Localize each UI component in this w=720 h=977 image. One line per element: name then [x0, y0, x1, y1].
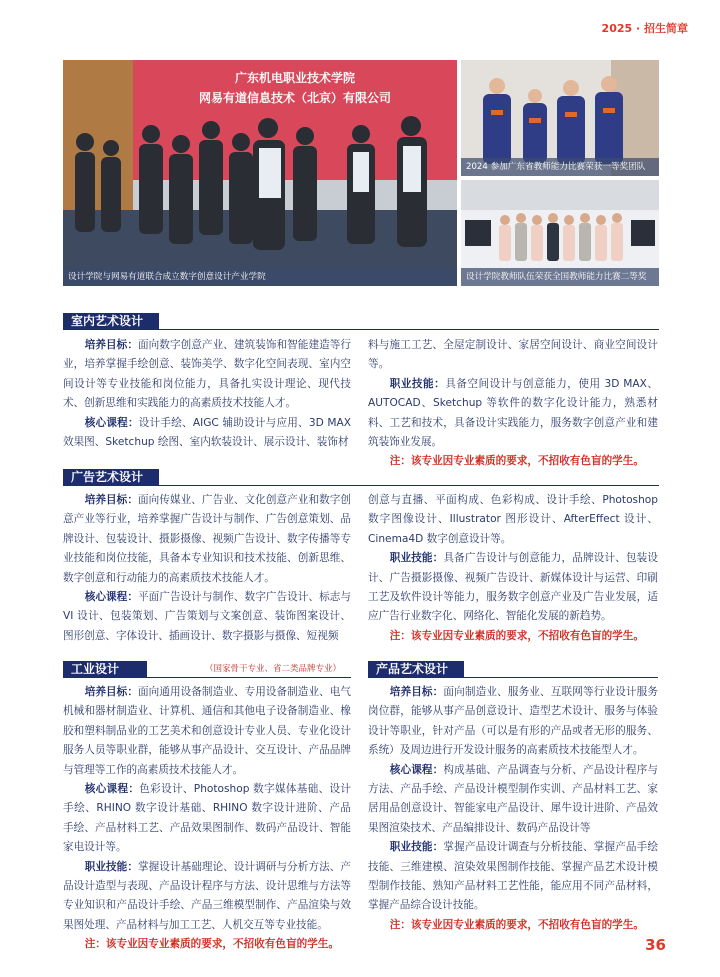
industrial-skill-label: 职业技能：: [84, 860, 138, 873]
interior-skill-label: 职业技能：: [389, 377, 446, 390]
section-title-advertising: 广告艺术设计: [63, 469, 159, 486]
interior-right-column: [368, 336, 658, 472]
product-course-text: 构成基础、产品调查与分析、产品设计程序与方法、产品手绘、产品设计模型制作实训、产品材料工艺、家居用品创意设计、智能家电产品设计、犀牛设计进阶、产品效果图渲染技术、产品编排设计、数码产品设计等: [368, 763, 659, 834]
header-label: 2025 · 招生简章: [601, 22, 688, 35]
advertising-left-column: [63, 491, 351, 646]
advertising-course-cont: 创意与直播、平面构成、色彩构成、设计手绘、Photoshop 数字图像设计、Illustrator 图形设计、AfterEffect 设计、Cinema4D 数字创意设计等。: [368, 494, 658, 545]
product-skill-label: 职业技能：: [389, 841, 444, 854]
product-column: [368, 683, 658, 935]
photo-faculty-group: [461, 180, 659, 286]
interior-goal-text: 面向数字创意产业、建筑装饰和智能建造等行业，培养掌握手绘创意、装饰美学、数字化空间表现、室内空间设计等专业技能和岗位能力，具备扎实设计理论、现代技术、创新思维和实践能力的高素质技术技能人才。: [63, 339, 352, 410]
industrial-skill-text: 掌握设计基础理论、设计调研与分析方法、产品设计造型与表现、产品设计程序与方法、设计思维与方法等专业知识和产品设计手绘、产品三维模型制作、产品渲染与效果图处理、产品材料与加工工艺、人机交互等专业技能。: [63, 860, 352, 931]
product-note: 注：该专业因专业素质的要求，不招收有色盲的学生。: [389, 918, 644, 931]
product-skill-text: 掌握产品设计调查与分析技能、掌握产品手绘技能、三维建模、渲染效果图制作技能、掌握产品艺术设计模型制作技能、熟知产品材料工艺性能，能应用不同产品材料，掌握产品综合设计技能。: [368, 841, 659, 912]
product-goal-label: 培养目标：: [389, 686, 444, 698]
industrial-course-label: 核心课程：: [84, 783, 140, 796]
advertising-right-column: [368, 491, 658, 646]
product-course-label: 核心课程：: [389, 763, 444, 776]
advertising-skill-label: 职业技能：: [389, 552, 444, 565]
interior-note: 注：该专业因专业素质的要求，不招收有色盲的学生。: [389, 455, 644, 468]
advertising-course-label: 核心课程：: [84, 591, 138, 604]
interior-course-cont: 料与施工工艺、全屋定制设计、家居空间设计、商业空间设计等。: [368, 339, 658, 371]
page-number: 36: [645, 936, 666, 954]
industrial-goal-text: 面向通用设备制造业、专用设备制造业、电气机械和器材制造业、计算机、通信和其他电子设备制造业、橡胶和塑料制品业的工艺美术和创意设计专业人员、专业化设计服务人员等职业群，能够从事产品设计、交互设计、产品品牌与管理等工作的高素质技术技能人才。: [63, 686, 352, 776]
photo-signing-ceremony: [63, 60, 457, 286]
industrial-goal-label: 培养目标：: [84, 686, 138, 698]
advertising-goal-text: 面向传媒业、广告业、文化创意产业和数字创意产业等行业，培养掌握广告设计与制作、广告创意策划、品牌设计、包装设计、摄影摄像、视频广告设计、数字传播等专业技能和岗位技能，具备本专业知识和技术技能、创新思维、数字创意和行动能力的高素质技术技能人才。: [63, 494, 352, 584]
photo-main-caption: 设计学院与网易有道联合成立数字创意设计产业学院: [63, 268, 457, 286]
interior-course-text: 设计手绘、AIGC 辅助设计与应用、3D MAX 效果图、Sketchup 绘图、室内软装设计、展示设计、装饰材: [63, 416, 351, 449]
banner-line-1: 广东机电职业技术学院: [234, 71, 356, 85]
industrial-column: [63, 683, 351, 955]
advertising-skill-text: 具备广告设计与创意能力，品牌设计、包装设计、广告摄影摄像、视频广告设计、新媒体设计与运营、印刷工艺及软件设计等能力，服务数字创意产业及广告业发展，适应广告行业数字化、网络化、智能化发展的新趋势。: [368, 552, 659, 623]
product-goal-text: 面向制造业、服务业、互联网等行业设计服务岗位群，能够从事产品创意设计、造型艺术设计、服务与体验设计等职业，针对产品（可以是有形的产品或者无形的服务、系统）及周边进行开发设计服务的高素质技术技能型人才。: [368, 686, 659, 757]
photo-top-right-caption: 2024 参加广东省教师能力比赛荣获一等奖团队: [461, 158, 659, 176]
section-rule-industrial: [147, 677, 351, 678]
banner-line-2: 网易有道信息技术（北京）有限公司: [198, 91, 392, 105]
section-title-product: 产品艺术设计: [368, 661, 464, 678]
section-rule-interior: [159, 329, 659, 330]
advertising-goal-label: 培养目标：: [84, 494, 138, 506]
section-rule-product: [464, 677, 658, 678]
photo-bottom-right-caption: 设计学院教师队伍荣获全国教师能力比赛二等奖: [461, 268, 659, 286]
advertising-note: 注：该专业因专业素质的要求，不招收有色盲的学生。: [389, 629, 644, 642]
interior-goal-label: 培养目标：: [84, 339, 138, 351]
advertising-course-text: 平面广告设计与制作、数字广告设计、标志与 VI 设计、包装策划、广告策划与文案创意、装饰图案设计、图形创意、字体设计、插画设计、数字摄影与摄像、短视频: [63, 591, 352, 642]
industrial-subtitle: （国家骨干专业、省二类品牌专业）: [205, 664, 342, 674]
industrial-course-text: 色彩设计、Photoshop 数字媒体基础、设计手绘、RHINO 数字设计基础、RHINO 数字设计进阶、产品手绘、产品材料工艺、产品效果图制作、数码产品设计、智能家电设计等。: [63, 783, 352, 854]
section-title-industrial: 工业设计: [63, 661, 147, 678]
interior-skill-text: 具备空间设计与创意能力，使用 3D MAX、AUTOCAD、Sketchup 等软件的数字化设计能力，熟悉材料、工艺和技术，具备设计实践能力，服务数字创意产业和建筑装饰业发展。: [368, 377, 658, 449]
interior-course-label: 核心课程：: [84, 416, 139, 429]
photo-teacher-team: [461, 60, 659, 176]
section-rule-advertising: [159, 485, 659, 486]
interior-left-column: [63, 336, 351, 452]
industrial-note: 注：该专业因专业素质的要求，不招收有色盲的学生。: [84, 938, 339, 951]
section-title-interior: 室内艺术设计: [63, 313, 159, 330]
